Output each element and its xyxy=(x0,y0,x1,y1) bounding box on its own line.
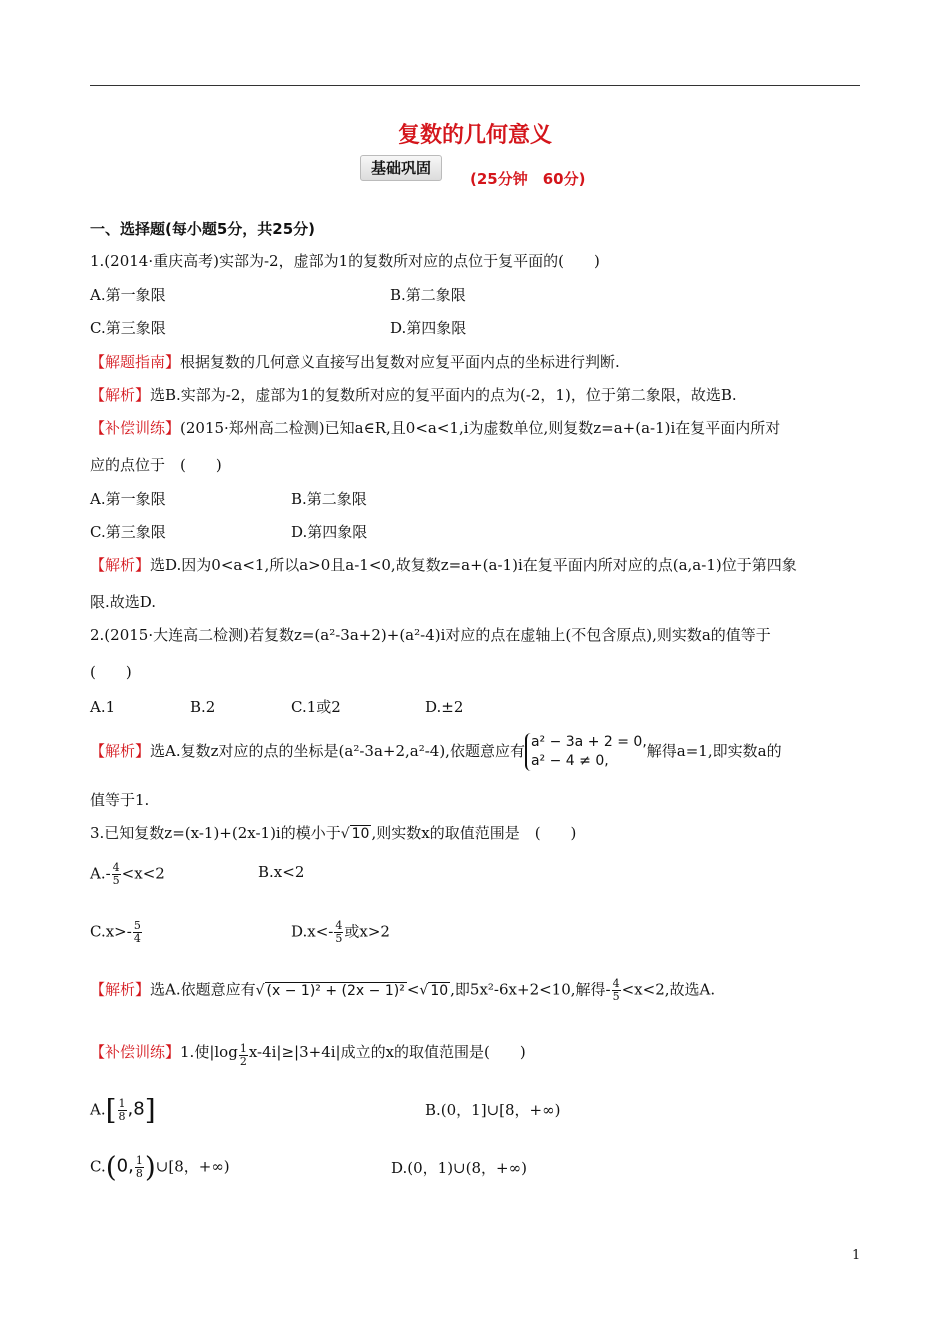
page-number: 1 xyxy=(852,1248,861,1263)
section-badge: 基础巩固 xyxy=(360,155,442,181)
fraction: $\frac{4}{5}$ xyxy=(112,861,120,887)
q3-solution: 【解析】选A.依题意应有√ (x − 1)² + (2x − 1)² <√ 10 ,即5x²-6x+2<10,解得- $\frac{4}{5}$ <x<2,故选A. xyxy=(90,977,716,1003)
extra2-option-c: C.(0, $\frac{1}{8}$ )∪[8，+∞) xyxy=(90,1150,230,1184)
extra2-option-d: D.(0，1)∪(8，+∞) xyxy=(391,1159,527,1177)
extra1-solution-line1 xyxy=(90,555,797,575)
guide-tag: 【解题指南】 xyxy=(90,353,181,371)
solution-text: 选D.因为0<a<1,所以a>0且a-1<0,故复数z=a+(a-1)i在复平面内所对应的点(a,a-1)位于第四象 xyxy=(150,556,797,574)
extra1-text: (2015·郑州高二检测)已知a∈R,且0<a<1,i为虚数单位,则复数z=a+(a-1)i在复平面内所对 xyxy=(180,419,781,437)
q1-stem: 1.(2014·重庆高考)实部为-2，虚部为1的复数所对应的点位于复平面的( ) xyxy=(90,252,600,270)
q3-option-d: D.x<- $\frac{4}{5}$ 或x>2 xyxy=(291,919,390,945)
guide-text: 根据复数的几何意义直接写出复数对应复平面内点的坐标进行判断. xyxy=(180,353,620,371)
log-base-fraction: $\frac{1}{2}$ xyxy=(239,1042,247,1068)
q2-stem-line1: 2.(2015·大连高二检测)若复数z=(a²-3a+2)+(a²-4)i对应的点在虚轴上(不包含原点),则实数a的值等于 xyxy=(90,626,771,644)
q2-stem-line2: ( ) xyxy=(90,663,132,681)
q1-solution xyxy=(90,385,737,405)
q2-option-a: A.1 xyxy=(90,698,116,716)
header-rule xyxy=(90,85,860,86)
solution-text: 选A.复数z对应的点的坐标是(a²-3a+2,a²-4),依题意应有 xyxy=(150,742,525,760)
extra1-stem-line1 xyxy=(90,418,780,438)
solution-tag: 【解析】 xyxy=(90,556,151,574)
q1-option-b: B.第二象限 xyxy=(390,286,466,304)
sqrt-symbol: √ 10 xyxy=(419,982,449,999)
timing-label: (25分钟 60分) xyxy=(470,170,586,188)
section-heading: 一、选择题(每小题5分，共25分) xyxy=(90,220,316,238)
fraction: $\frac{4}{5}$ xyxy=(335,919,343,945)
fraction: $\frac{5}{4}$ xyxy=(133,919,141,945)
q3-option-c: C.x>- $\frac{5}{4}$ xyxy=(90,919,141,945)
solution-tag: 【解析】 xyxy=(90,742,151,760)
solution-text: 选B.实部为-2，虚部为1的复数所对应的复平面内的点为(-2，1)，位于第二象限，故选B. xyxy=(150,386,737,404)
fraction: $\frac{4}{5}$ xyxy=(612,977,620,1003)
solution-tag: 【解析】 xyxy=(90,980,151,999)
solution-tag: 【解析】 xyxy=(90,386,151,404)
q1-option-d: D.第四象限 xyxy=(390,319,467,337)
extra2-option-b: B.(0，1]∪[8，+∞) xyxy=(425,1101,561,1119)
q3-stem: 3.已知复数z=(x-1)+(2x-1)i的模小于√ 10 ,则实数x的取值范围是 ( ) xyxy=(90,824,577,842)
extra1-option-c: C.第三象限 xyxy=(90,523,166,541)
q2-solution-line2: 值等于1. xyxy=(90,791,150,809)
q1-option-a: A.第一象限 xyxy=(90,286,166,304)
solution-text-post: 解得a=1,即实数a的 xyxy=(646,742,782,760)
q1-option-c: C.第三象限 xyxy=(90,319,166,337)
q1-guide xyxy=(90,352,620,372)
equation-system: a² − 3a + 2 = 0, a² − 4 ≠ 0, xyxy=(525,733,647,771)
extra1-option-b: B.第二象限 xyxy=(291,490,367,508)
extra-tag: 【补偿训练】 xyxy=(90,1043,181,1061)
q2-solution-line1 xyxy=(90,733,782,771)
extra2-stem: 【补偿训练】1.使|log $\frac{1}{2}$ x-4i|≥|3+4i|成立的x的取值范围是( ) xyxy=(90,1042,526,1068)
q2-option-d: D.±2 xyxy=(425,698,464,716)
q3-option-b: B.x<2 xyxy=(258,863,305,881)
fraction: $\frac{1}{8}$ xyxy=(135,1154,143,1180)
sqrt-symbol: √ 10 xyxy=(340,826,370,842)
fraction: $\frac{1}{8}$ xyxy=(118,1097,126,1123)
sqrt-expression: √ (x − 1)² + (2x − 1)² xyxy=(255,982,405,999)
q2-option-c: C.1或2 xyxy=(291,698,341,716)
extra1-solution-line2: 限.故选D. xyxy=(90,593,157,611)
extra1-option-d: D.第四象限 xyxy=(291,523,368,541)
extra1-stem-line2: 应的点位于 ( ) xyxy=(90,456,222,474)
page-title: 复数的几何意义 xyxy=(397,123,552,148)
extra-tag: 【补偿训练】 xyxy=(90,419,181,437)
q3-option-a: A.- $\frac{4}{5}$ <x<2 xyxy=(90,861,165,887)
extra2-option-a: A.[ $\frac{1}{8}$ ,8] xyxy=(90,1093,156,1127)
q2-option-b: B.2 xyxy=(190,698,216,716)
extra1-option-a: A.第一象限 xyxy=(90,490,166,508)
